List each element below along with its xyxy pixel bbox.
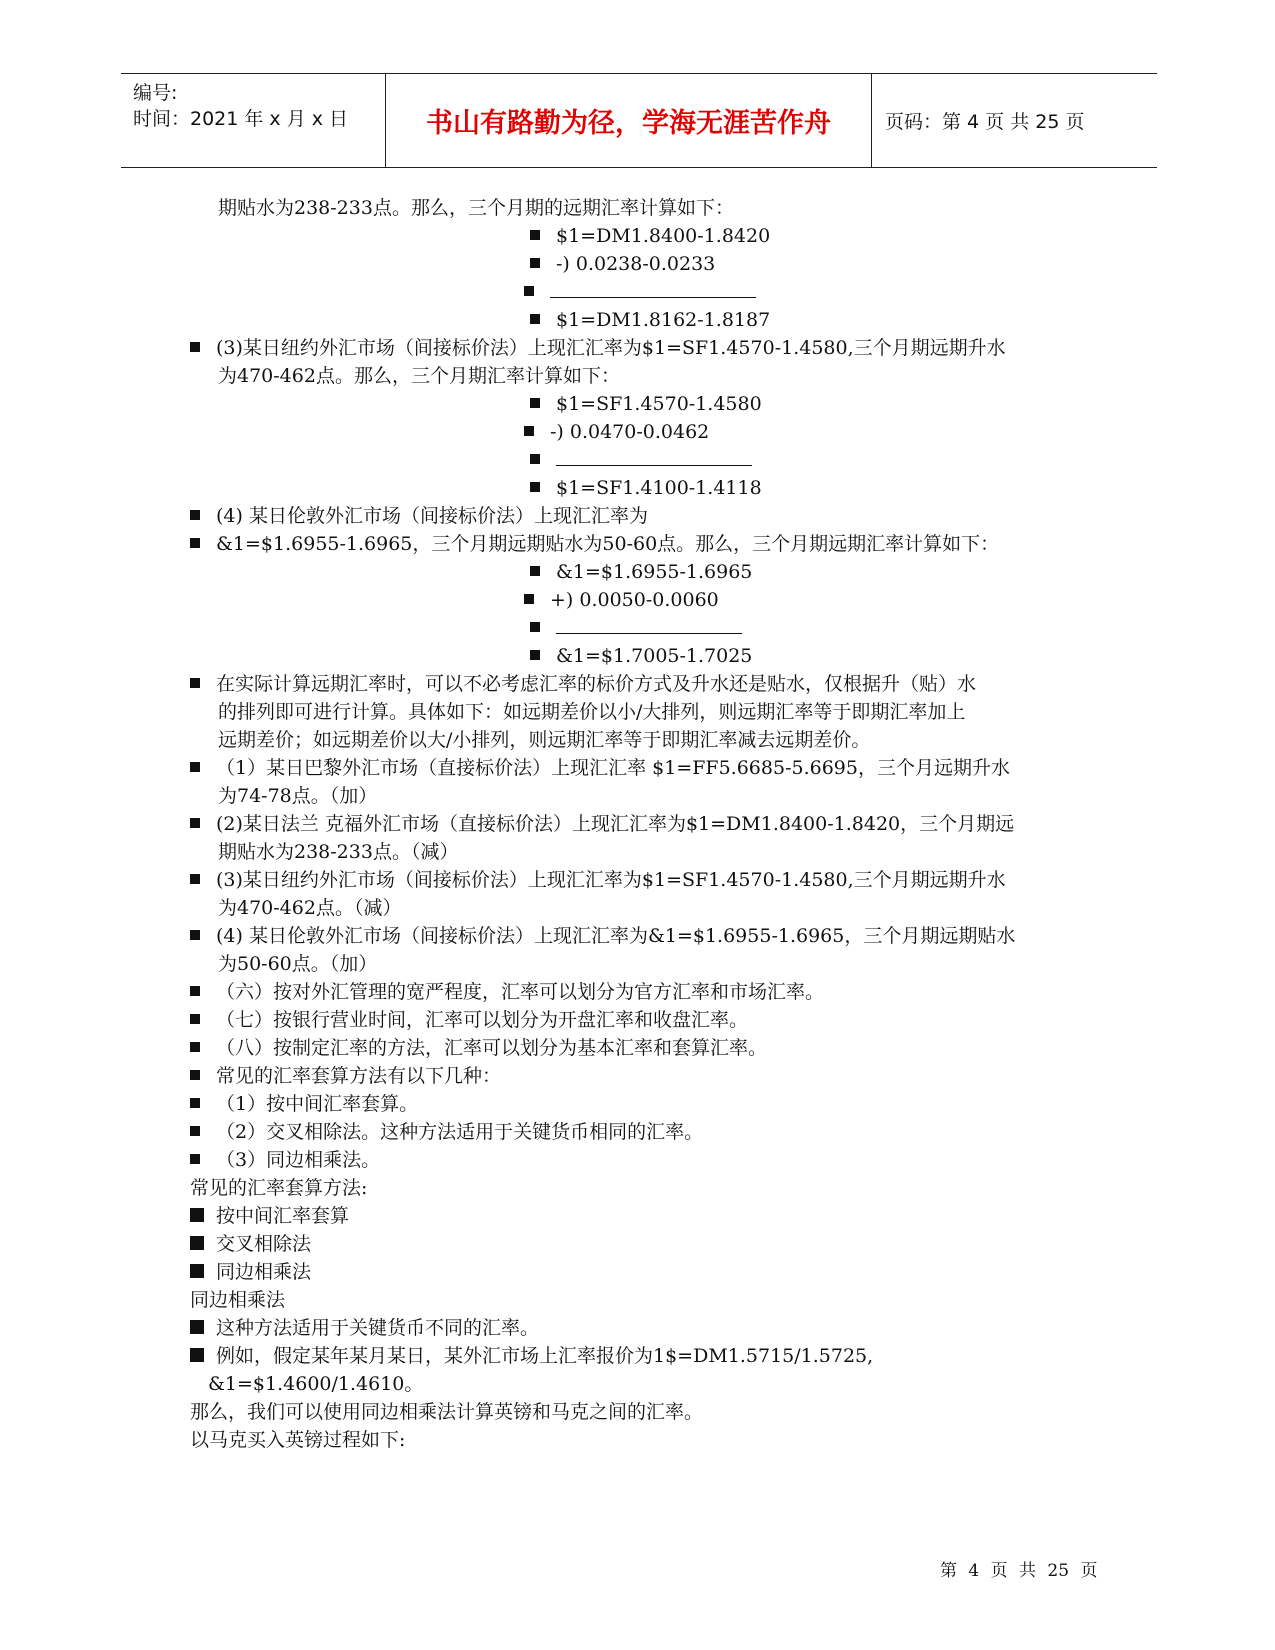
bullet-icon xyxy=(190,678,200,688)
list-item xyxy=(190,866,1006,894)
list-item xyxy=(190,530,999,558)
list-item xyxy=(530,222,770,250)
text-line: 常见的汇率套算方法有以下几种： xyxy=(216,1065,502,1087)
text-line: (3)某日纽约外汇市场（间接标价法）上现汇汇率为$1=SF1.4570-1.4580,三个月期远期升水 xyxy=(216,337,1006,359)
text-line: 为470-462点。那么，三个月期汇率计算如下： xyxy=(218,365,620,387)
bullet-icon xyxy=(530,650,540,660)
list-item xyxy=(190,1062,501,1090)
text-line: (3)某日纽约外汇市场（间接标价法）上现汇汇率为$1=SF1.4570-1.4580,三个月期远期升水 xyxy=(216,869,1006,891)
text-line: （七）按银行营业时间，汇率可以划分为开盘汇率和收盘汇率。 xyxy=(216,1009,749,1031)
calc-rule xyxy=(550,297,756,298)
list-item xyxy=(190,754,1010,782)
bullet-icon xyxy=(190,762,200,772)
list-item xyxy=(190,1314,539,1342)
bullet-icon xyxy=(190,1264,204,1278)
bullet-icon xyxy=(190,510,200,520)
list-item xyxy=(190,1034,767,1062)
bullet-icon xyxy=(524,286,534,296)
list-item xyxy=(190,1230,311,1258)
list-item xyxy=(190,1146,380,1174)
text-line: 按中间汇率套算 xyxy=(216,1205,350,1227)
text-line: （1）某日巴黎外汇市场（直接标价法）上现汇汇率 $1=FF5.6685-5.6695，三个月远期升水 xyxy=(216,757,1010,779)
section-heading: 同边相乘法 xyxy=(190,1289,286,1311)
bullet-icon xyxy=(190,1208,204,1222)
text-line: （2）交叉相除法。这种方法适用于关键货币相同的汇率。 xyxy=(216,1121,704,1143)
text-line: 这种方法适用于关键货币不同的汇率。 xyxy=(216,1317,540,1339)
text-line: 同边相乘法 xyxy=(216,1261,312,1283)
page-footer: 第 4 页 共 25 页 xyxy=(940,1561,1098,1581)
calc-line: +) 0.0050-0.0060 xyxy=(550,589,719,611)
list-item xyxy=(190,1006,748,1034)
calc-line: &1=$1.7005-1.7025 xyxy=(556,645,753,667)
text-line: 的排列即可进行计算。具体如下：如远期差价以小/大排列，则远期汇率等于即期汇率加上 xyxy=(218,701,966,723)
text-line: (2)某日法兰 克福外汇市场（直接标价法）上现汇汇率为$1=DM1.8400-1.8420，三个月期远 xyxy=(216,813,1015,835)
text-line: 为50-60点。（加） xyxy=(218,953,378,975)
text-line: 例如，假定某年某月某日，某外汇市场上汇率报价为1$=DM1.5715/1.5725, xyxy=(216,1345,874,1367)
text-line: （六）按对外汇管理的宽严程度，汇率可以划分为官方汇率和市场汇率。 xyxy=(216,981,825,1003)
text-line: 那么，我们可以使用同边相乘法计算英镑和马克之间的汇率。 xyxy=(190,1401,704,1423)
page-header xyxy=(121,73,1157,168)
bullet-icon xyxy=(190,986,200,996)
bullet-icon xyxy=(190,1154,200,1164)
text-line: (4) 某日伦敦外汇市场（间接标价法）上现汇汇率为&1=$1.6955-1.6965，三个月期远期贴水 xyxy=(216,925,1016,947)
header-page-label: 页码：第 4 页 共 25 页 xyxy=(885,111,1085,133)
list-item xyxy=(190,1202,349,1230)
list-item xyxy=(530,390,762,418)
list-item xyxy=(530,474,762,502)
list-item xyxy=(190,334,1006,362)
calc-rule xyxy=(556,633,742,634)
list-item xyxy=(190,1090,418,1118)
calc-line: -) 0.0238-0.0233 xyxy=(556,253,716,275)
list-item xyxy=(530,250,715,278)
list-item xyxy=(530,558,752,586)
calc-line: -) 0.0470-0.0462 xyxy=(550,421,710,443)
code-label: 编号: xyxy=(133,82,178,104)
bullet-icon xyxy=(190,1348,204,1362)
calc-line: &1=$1.6955-1.6965 xyxy=(556,561,753,583)
bullet-icon xyxy=(190,930,200,940)
section-heading: 常见的汇率套算方法: xyxy=(190,1177,368,1199)
bullet-icon xyxy=(190,818,200,828)
bullet-icon xyxy=(190,874,200,884)
bullet-icon xyxy=(530,566,540,576)
text-line: 交叉相除法 xyxy=(216,1233,312,1255)
bullet-icon xyxy=(530,258,540,268)
list-item xyxy=(190,502,648,530)
bullet-icon xyxy=(190,342,200,352)
bullet-icon xyxy=(530,622,540,632)
text-line: (4) 某日伦敦外汇市场（间接标价法）上现汇汇率为 xyxy=(216,505,648,527)
list-item xyxy=(190,922,1015,950)
bullet-icon xyxy=(190,1236,204,1250)
text-line: 为470-462点。（减） xyxy=(218,897,402,919)
list-item xyxy=(190,978,824,1006)
text-line: &1=$1.6955-1.6965，三个月期远期贴水为50-60点。那么，三个月期远期汇率计算如下： xyxy=(216,533,1000,555)
text-line: 在实际计算远期汇率时，可以不必考虑汇率的标价方式及升水还是贴水，仅根据升（贴）水 xyxy=(216,673,977,695)
text-line: （1）按中间汇率套算。 xyxy=(216,1093,419,1115)
bullet-icon xyxy=(190,1320,204,1334)
text-line: （3）同边相乘法。 xyxy=(216,1149,381,1171)
list-item xyxy=(530,642,752,670)
calc-line: $1=DM1.8162-1.8187 xyxy=(556,309,771,331)
header-motto: 书山有路勤为径，学海无涯苦作舟 xyxy=(386,74,872,167)
text-line: 为74-78点。（加） xyxy=(218,785,378,807)
list-item xyxy=(524,586,719,614)
list-item xyxy=(190,1118,703,1146)
calc-line: $1=DM1.8400-1.8420 xyxy=(556,225,771,247)
text-line: 以马克买入英镑过程如下: xyxy=(190,1429,406,1451)
list-item xyxy=(524,278,756,306)
bullet-icon xyxy=(530,454,540,464)
bullet-icon xyxy=(190,1042,200,1052)
text-line: 期贴水为238-233点。（减） xyxy=(218,841,459,863)
bullet-icon xyxy=(190,1070,200,1080)
list-item xyxy=(530,306,770,334)
bullet-icon xyxy=(530,398,540,408)
bullet-icon xyxy=(530,314,540,324)
list-item xyxy=(524,418,709,446)
bullet-icon xyxy=(530,230,540,240)
bullet-icon xyxy=(190,1014,200,1024)
calc-line: $1=SF1.4100-1.4118 xyxy=(556,477,762,499)
list-item xyxy=(190,670,976,698)
list-item xyxy=(190,1258,311,1286)
list-item xyxy=(190,1342,873,1370)
list-item xyxy=(530,446,752,474)
list-item xyxy=(190,810,1014,838)
header-meta-cell xyxy=(121,74,386,167)
bullet-icon xyxy=(524,594,534,604)
bullet-icon xyxy=(190,538,200,548)
text-line: &1=$1.4600/1.4610。 xyxy=(208,1373,424,1395)
bullet-icon xyxy=(190,1126,200,1136)
bullet-icon xyxy=(524,426,534,436)
calc-rule xyxy=(556,465,752,466)
calc-line: $1=SF1.4570-1.4580 xyxy=(556,393,762,415)
text-line: 远期差价；如远期差价以大/小排列，则远期汇率等于即期汇率减去远期差价。 xyxy=(218,729,871,751)
bullet-icon xyxy=(190,1098,200,1108)
text-line: 期贴水为238-233点。那么，三个月期的远期汇率计算如下： xyxy=(218,197,734,219)
text-line: （八）按制定汇率的方法，汇率可以划分为基本汇率和套算汇率。 xyxy=(216,1037,768,1059)
list-item xyxy=(530,614,742,642)
time-label: 时间：2021 年 x 月 x 日 xyxy=(133,108,349,130)
bullet-icon xyxy=(530,482,540,492)
